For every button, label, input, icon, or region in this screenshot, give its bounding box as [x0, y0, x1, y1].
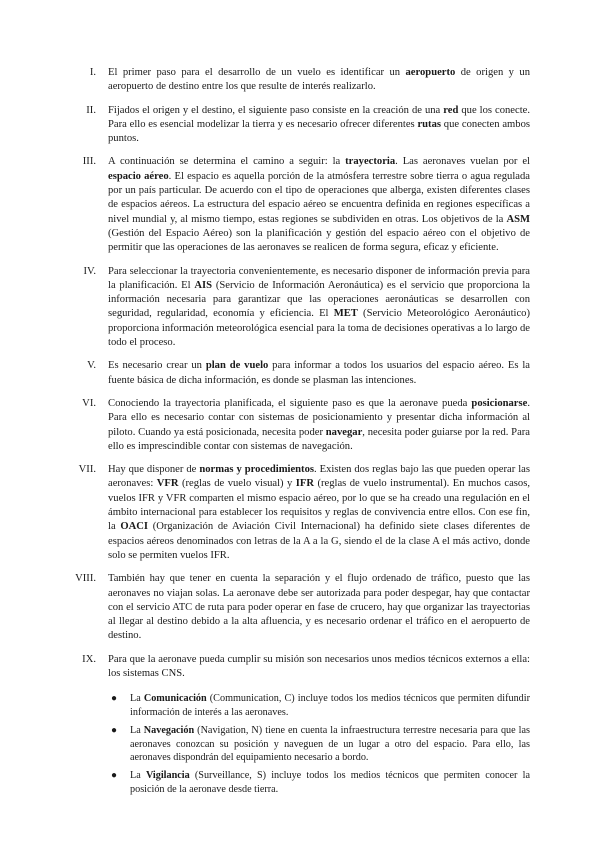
- item-number: V.: [87, 360, 96, 372]
- bold-term: Comunicación: [143, 693, 207, 705]
- text-run: A continuación se determina el camino a seguir: la: [108, 156, 346, 168]
- bullet-item: [108, 724, 530, 764]
- item-paragraph: [108, 653, 530, 796]
- item-number: VIII.: [75, 573, 96, 585]
- item-number: III.: [82, 156, 96, 168]
- text-run: (reglas de vuelo visual) y: [178, 478, 296, 490]
- text-run: (Servicio Meteorológico Aeronáutico) proporciona información meteorológica esencial para la toma de decisiones operativas a lo largo de todo el proceso.: [108, 308, 530, 349]
- bold-term: rutas: [417, 118, 441, 130]
- item-number: VII.: [78, 464, 96, 476]
- numbered-list: [0, 66, 600, 805]
- item-paragraph: [108, 397, 530, 454]
- text-run: La: [130, 770, 146, 782]
- bullet-dot-icon: ●: [111, 725, 118, 737]
- text-run: Para seleccionar la trayectoria convenientemente, es necesario disponer de información previa para la planificación. El: [108, 265, 530, 291]
- list-item: [0, 359, 600, 388]
- bold-term: Navegación: [143, 725, 195, 737]
- bold-term: navegar: [325, 426, 363, 438]
- item-paragraph: [108, 572, 530, 643]
- item-number: II.: [86, 104, 96, 116]
- bold-term: OACI: [120, 521, 149, 533]
- text-run: (Gestión del Espacio Aéreo) son la planificación y gestión del espacio aéreo con el objetivo de permitir que las operaciones de las aeronaves se realicen de forma segura, eficaz y eficiente.: [108, 227, 530, 254]
- text-run: La: [130, 693, 144, 705]
- text-run: . El espacio es aquella porción de la atmósfera terrestre sobre tierra o agua regulada por un país particular. De acuerdo con el tipo de operaciones que alberga, existen diferentes clases de espacios aéreos. La estructura del espacio aéreo se encuentra definida en regiones específicas a nivel mundial y, al mismo tiempo, estas regiones se subdividen en otras. Los objetivos de la: [108, 170, 530, 225]
- list-item: [0, 66, 600, 95]
- bullet-dot-icon: ●: [111, 770, 118, 782]
- text-run: También hay que tener en cuenta la separación y el flujo ordenado de tráfico, puesto que las aeronaves no viajan solas. La aeronave debe ser autorizada para poder despegar, hay que contactar con el servicio ATC de ruta para poder operar en fase de crucero, hay que organizar las trayectorias al llegar al destino debido a la alta afluencia, y es necesario ordenar el tráfico en el aeropuerto de destino.: [108, 573, 530, 642]
- cns-bullet-list: [108, 692, 530, 796]
- bold-term: espacio aéreo: [108, 170, 169, 182]
- list-item: [0, 653, 600, 796]
- text-run: (Servicio de Información Aeronáutica) es el servicio que proporciona la información necesaria para garantizar que las operaciones aeronáuticas se desarrollen con seguridad, regularidad, economía y eficiencia. El: [108, 279, 531, 320]
- bold-term: aeropuerto: [405, 67, 456, 78]
- text-run: . Existen dos reglas bajo las que pueden operar las aeronaves:: [108, 464, 530, 490]
- bullet-item: [108, 769, 530, 796]
- item-paragraph: [108, 463, 530, 563]
- text-run: Para que la aeronave pueda cumplir su misión son necesarios unos medios técnicos externos a ella: los sistemas CNS.: [108, 653, 530, 679]
- bold-term: normas y procedimientos: [199, 464, 314, 476]
- list-item: [0, 397, 600, 454]
- item-paragraph: [108, 155, 530, 255]
- text-run: (Surveillance, S) incluye todos los medios técnicos que permiten conocer la posición de la aeronave desde tierra.: [130, 770, 530, 795]
- text-run: La: [130, 725, 144, 737]
- item-number: IV.: [83, 265, 96, 277]
- text-run: para informar a todos los usuarios del espacio aéreo. Es la fuente básica de dicha información, es donde se plasman las intenciones.: [108, 360, 530, 386]
- text-run: . Para ello es necesario contar con sistemas de posicionamiento y presentar dicha información al piloto. Cuando ya está posicionada, necesita poder: [108, 397, 530, 438]
- text-run: (reglas de vuelo instrumental). En muchos casos, vuelos IFR y VFR comparten el mismo espacio aéreo, por lo que se ha creado una regulación en el ámbito internacional para establecer los requisitos y reglas de convivencia entre ellos. Con ese fin, la: [108, 478, 530, 533]
- list-item: [0, 265, 600, 351]
- text-run: Fijados el origen y el destino, el siguiente paso consiste en la creación de una: [108, 104, 444, 116]
- text-run: que los conecte. Para ello es esencial modelizar la tierra y es necesario ofrecer diferentes: [108, 104, 530, 130]
- bullet-item: [108, 692, 530, 719]
- bold-term: MET: [333, 308, 358, 320]
- bold-term: red: [443, 104, 459, 116]
- text-run: Hay que disponer de: [108, 464, 200, 476]
- text-run: (Organización de Aviación Civil Internacional) ha definido siete clases diferentes de espacios aéreos denominados con letras de la A a la G, siendo el de la clase A el más activo, donde solo se permiten vuelos IFR.: [108, 521, 530, 561]
- bold-term: Vigilancia: [145, 770, 190, 782]
- item-paragraph: [108, 359, 530, 388]
- item-paragraph: [108, 265, 530, 351]
- bold-term: AIS: [194, 279, 213, 291]
- text-run: Conociendo la trayectoria planificada, el siguiente paso es que la aeronave pueda: [108, 397, 472, 409]
- text-run: Es necesario crear un: [108, 360, 206, 372]
- text-run: , necesita poder guiarse por la red. Para ello es imprescindible contar con sistemas de navegación.: [108, 426, 530, 452]
- text-run: de origen y un aeropuerto de destino entre los que resulte de interés realizarlo.: [108, 67, 530, 93]
- bold-term: ASM: [506, 213, 530, 225]
- bold-term: IFR: [295, 478, 314, 490]
- item-number: VI.: [82, 397, 96, 409]
- list-item: [0, 572, 600, 643]
- text-run: El primer paso para el desarrollo de un vuelo es identificar un: [108, 67, 406, 78]
- list-item: [0, 104, 600, 147]
- item-number: IX.: [82, 653, 96, 665]
- item-paragraph: [108, 104, 530, 147]
- bold-term: trayectoria: [345, 156, 396, 168]
- text-run: (Navigation, N) tiene en cuenta la infraestructura terrestre necesaria para que las aeronaves conozcan su posición y naveguen de un lugar a otro del espacio. Para ello, las aeronaves dispondrán del equipamiento necesario a bordo.: [130, 725, 530, 763]
- bold-term: VFR: [156, 478, 179, 490]
- bold-term: posicionarse: [471, 397, 528, 409]
- text-run: . Las aeronaves vuelan por el: [395, 156, 530, 168]
- list-item: [0, 463, 600, 563]
- list-item: [0, 155, 600, 255]
- text-run: que conecten ambos puntos.: [108, 118, 530, 145]
- bullet-dot-icon: ●: [111, 693, 118, 705]
- item-paragraph: [108, 66, 530, 95]
- bold-term: plan de vuelo: [205, 360, 269, 372]
- text-run: (Communication, C) incluye todos los medios técnicos que permiten difundir información de interés a las aeronaves.: [130, 693, 530, 718]
- item-number: I.: [89, 67, 96, 78]
